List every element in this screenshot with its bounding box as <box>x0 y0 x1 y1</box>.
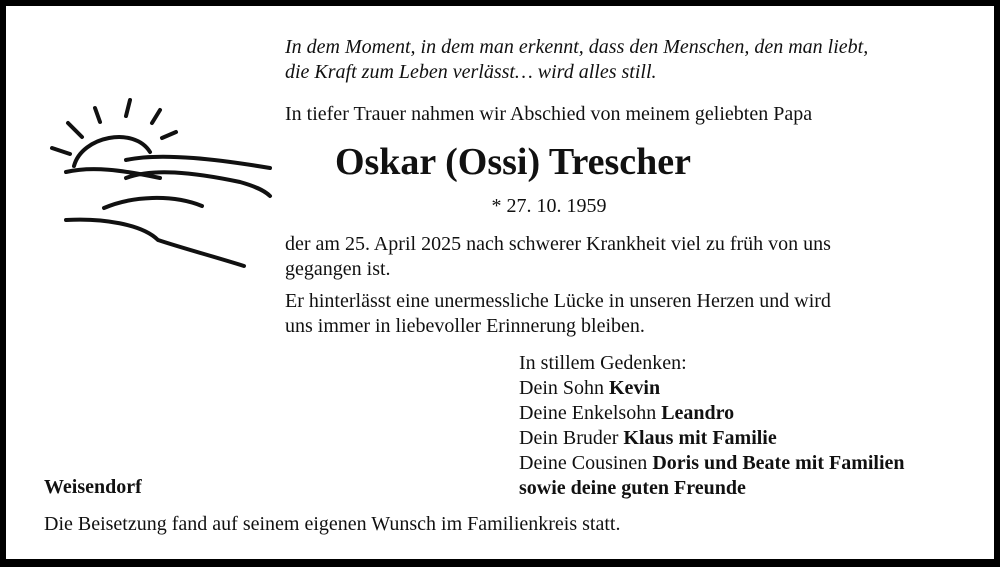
paragraph-1 <box>285 232 831 282</box>
town-name: Weisendorf <box>44 476 142 498</box>
funeral-note: Die Beisetzung fand auf seinem eigenen Wunsch im Familienkreis statt. <box>44 513 621 535</box>
list-item: Dein Sohn Kevin <box>519 377 661 399</box>
quote <box>285 35 868 85</box>
sunset-landscape-icon <box>42 98 274 270</box>
quote-line-2: die Kraft zum Leben verlässt… wird alles still. <box>285 61 657 83</box>
list-item: Deine Enkelsohn Leandro <box>519 402 735 424</box>
paragraph-2 <box>285 289 831 339</box>
intro-text: In tiefer Trauer nahmen wir Abschied von meinem geliebten Papa <box>285 103 813 125</box>
paragraph-2-line-2: uns immer in liebevoller Erinnerung bleiben. <box>285 315 645 337</box>
obituary-card <box>6 6 994 559</box>
mourner-name: Kevin <box>609 377 661 399</box>
mourners-list <box>519 351 905 501</box>
deceased-name: Oskar (Ossi) Trescher <box>334 141 692 183</box>
mourners-closing: sowie deine guten Freunde <box>519 477 746 499</box>
list-item: Dein Bruder Klaus mit Familie <box>519 427 777 449</box>
birth-date: * 27. 10. 1959 <box>491 195 607 217</box>
mourner-name: Klaus mit Familie <box>623 427 777 449</box>
paragraph-2-line-1: Er hinterlässt eine unermessliche Lücke in unseren Herzen und wird <box>285 290 831 312</box>
mourner-name: Leandro <box>661 402 735 424</box>
quote-line-1: In dem Moment, in dem man erkennt, dass den Menschen, den man liebt, <box>285 36 869 58</box>
paragraph-1-line-1: der am 25. April 2025 nach schwerer Krankheit viel zu früh von uns <box>285 233 831 255</box>
list-item: Deine Cousinen Doris und Beate mit Familien <box>519 452 905 474</box>
paragraph-1-line-2: gegangen ist. <box>285 258 391 280</box>
mourners-heading: In stillem Gedenken: <box>519 352 687 374</box>
mourner-name: Doris und Beate mit Familien <box>652 452 905 474</box>
